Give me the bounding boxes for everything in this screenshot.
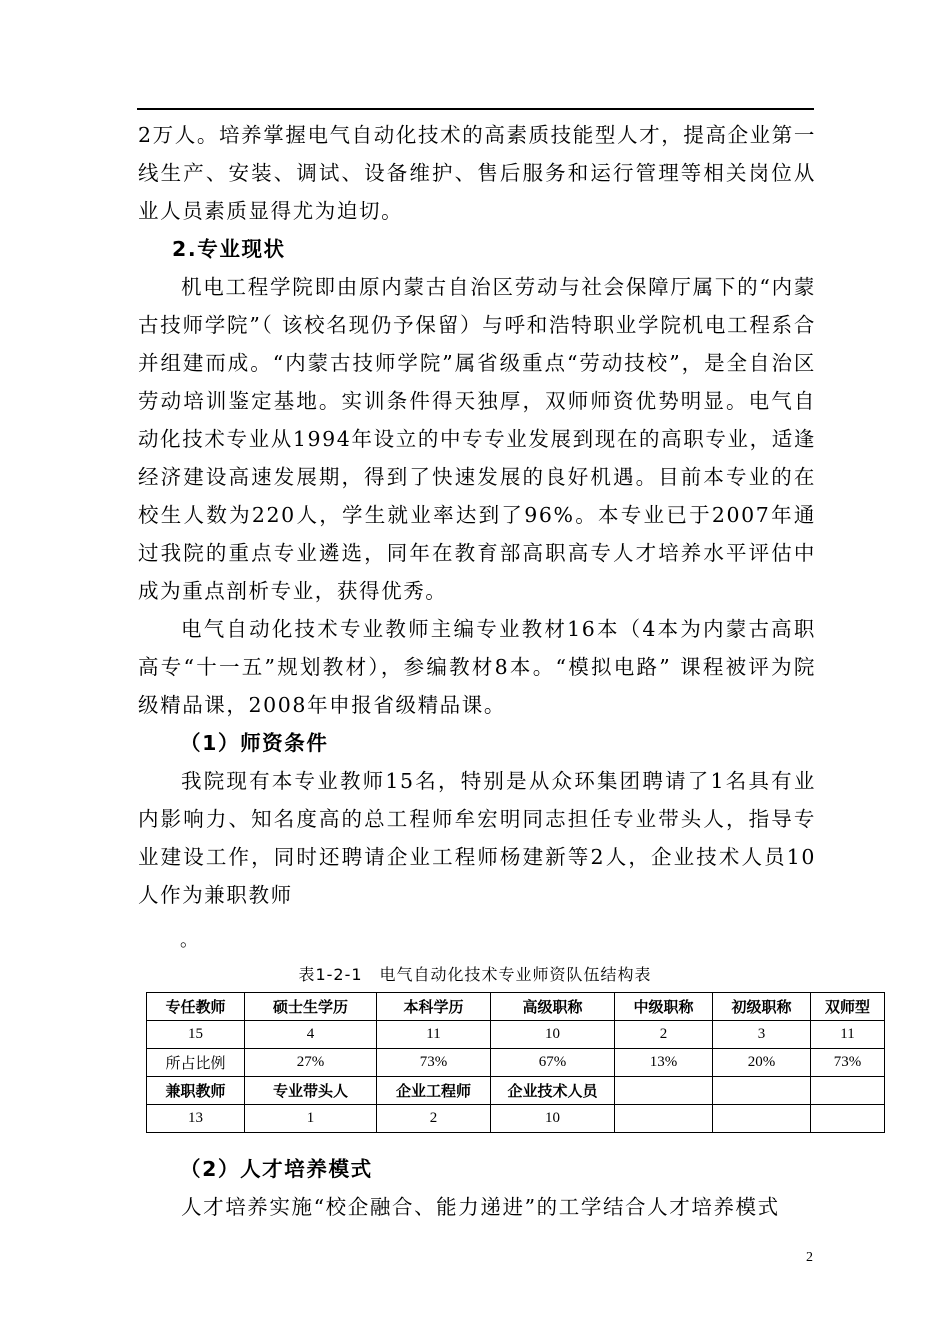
table-header-cell — [615, 1077, 713, 1105]
paragraph-faculty: 我院现有本专业教师15名，特别是从众环集团聘请了1名具有业内影响力、知名度高的总工程师牟宏明同志担任专业带头人，指导专业建设工作，同时还聘请企业工程师杨建新等2人，企业技术人员10人作为兼职教师 — [138, 769, 816, 907]
table-header-cell — [811, 1077, 885, 1105]
table-cell: 13 — [147, 1105, 245, 1133]
table-cell: 2 — [377, 1105, 491, 1133]
table-cell: 27% — [245, 1049, 377, 1077]
table-cell: 73% — [377, 1049, 491, 1077]
page-number: 2 — [806, 1250, 813, 1265]
table-header-cell: 企业技术人员 — [491, 1077, 615, 1105]
table-header-cell — [713, 1077, 811, 1105]
paragraph-status: 机电工程学院即由原内蒙古自治区劳动与社会保障厅属下的“内蒙古技师学院”（ 该校名现仍予保留）与呼和浩特职业学院机电工程系合并组建而成。“内蒙古技师学院”属省级重点“劳动技校”，是全自治区劳动培训鉴定基地。实训条件得天独厚，双师师资优势明显。电气自动化技术专业从1994年设立的中专专业发展到现在的高职专业，适逢经济建设高速发展期，得到了快速发展的良好机遇。目前本专业的在校生人数为220人，学生就业率达到了96%。本专业已于2007年通过我院的重点专业遴选，同年在教育部高职高专人才培养水平评估中成为重点剖析专业，获得优秀。 — [138, 275, 816, 603]
table-cell: 10 — [491, 1105, 615, 1133]
table-cell: 3 — [713, 1021, 811, 1049]
faculty-structure-table — [146, 992, 885, 1133]
table-cell: 15 — [147, 1021, 245, 1049]
table-header-cell: 硕士生学历 — [245, 993, 377, 1021]
table-header-row — [147, 993, 885, 1021]
stray-punctuation: 。 — [180, 930, 198, 951]
table-cell: 2 — [615, 1021, 713, 1049]
table-cell — [713, 1105, 811, 1133]
paragraph-textbooks: 电气自动化技术专业教师主编专业教材16本（4本为内蒙古高职高专“十一五”规划教材），参编教材8本。“模拟电路” 课程被评为院级精品课，2008年申报省级精品课。 — [138, 617, 816, 717]
table-row — [147, 1105, 885, 1133]
table-cell — [811, 1105, 885, 1133]
table-cell: 10 — [491, 1021, 615, 1049]
table-cell: 73% — [811, 1049, 885, 1077]
table-header-cell: 高级职称 — [491, 993, 615, 1021]
table-cell: 13% — [615, 1049, 713, 1077]
table-header-cell: 中级职称 — [615, 993, 713, 1021]
table-cell: 所占比例 — [147, 1049, 245, 1077]
subsection-heading-faculty: （1）师资条件 — [180, 731, 329, 755]
table-cell: 1 — [245, 1105, 377, 1133]
table-row — [147, 1049, 885, 1077]
table-row — [147, 1021, 885, 1049]
header-rule — [137, 108, 814, 110]
table-cell: 67% — [491, 1049, 615, 1077]
body-text-top — [138, 116, 816, 914]
paragraph-talent: 人才培养实施“校企融合、能力递进”的工学结合人才培养模式 — [181, 1195, 780, 1219]
table-header-cell: 专任教师 — [147, 993, 245, 1021]
table-header-cell: 兼职教师 — [147, 1077, 245, 1105]
table-cell: 4 — [245, 1021, 377, 1049]
table-header-cell: 本科学历 — [377, 993, 491, 1021]
subsection-heading-talent: （2）人才培养模式 — [180, 1157, 373, 1181]
table-cell: 11 — [377, 1021, 491, 1049]
table-cell — [615, 1105, 713, 1133]
table-header-cell: 企业工程师 — [377, 1077, 491, 1105]
table-header-cell: 初级职称 — [713, 993, 811, 1021]
section-heading-status: 2.专业现状 — [172, 237, 286, 261]
table-cell: 11 — [811, 1021, 885, 1049]
table-header-cell: 双师型 — [811, 993, 885, 1021]
table-header-row — [147, 1077, 885, 1105]
body-text-bottom — [138, 1150, 816, 1226]
table-caption: 表1-2-1 电气自动化技术专业师资队伍结构表 — [298, 965, 652, 984]
paragraph-intro: 2万人。培养掌握电气自动化技术的高素质技能型人才，提高企业第一线生产、安装、调试、设备维护、售后服务和运行管理等相关岗位从业人员素质显得尤为迫切。 — [138, 123, 816, 223]
table-header-cell: 专业带头人 — [245, 1077, 377, 1105]
table-cell: 20% — [713, 1049, 811, 1077]
